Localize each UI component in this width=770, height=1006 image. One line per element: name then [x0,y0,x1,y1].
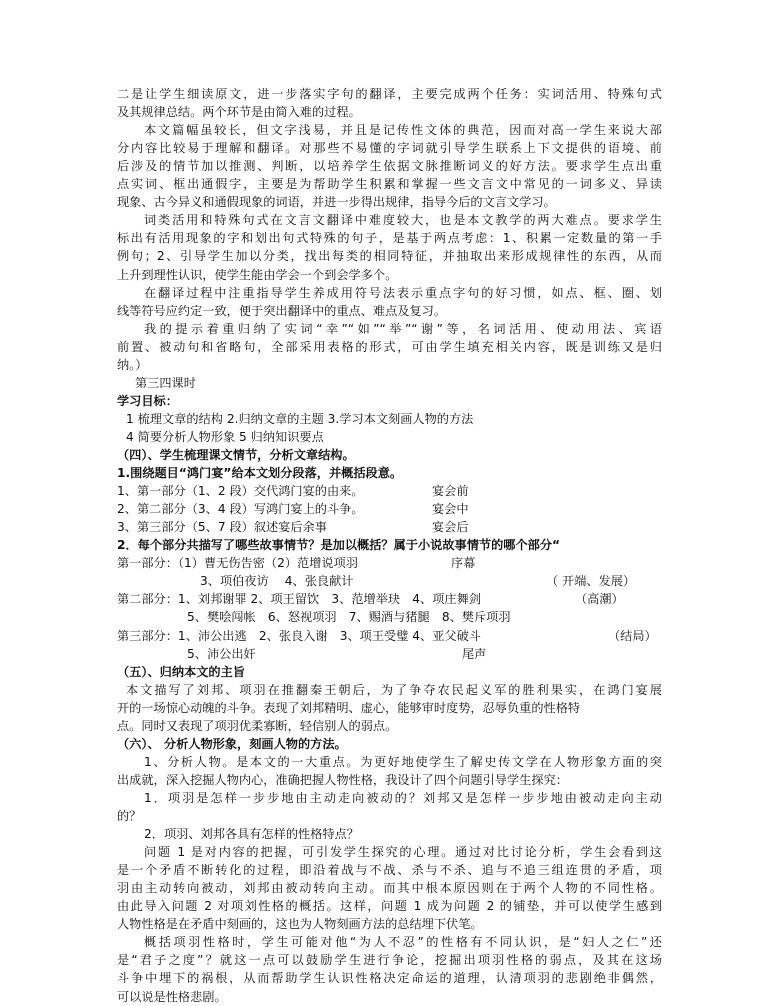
text-line: 斗争中埋下的祸根，从而帮助学生认识性格决定命运的道理，认清项羽的悲剧绝非偶然， [117,971,662,986]
text-line: 后涉及的情节加以推测、判断，以培养学生依据文脉推断词义的好方法。要求学生点出重 [117,159,662,174]
text-line: （五）、归纳本文的主旨 [117,664,245,679]
text-line: 例句；2、引导学生加以分类，找出每类的相同特征，并抽取出来形成规律性的东西，从而 [117,249,662,264]
text-line: 及其规律总结。两个环节是由简入难的过程。 [117,105,361,120]
text-line: 2、第二部分（3、4 段）写鸿门宴上的斗争。 [117,502,364,517]
text-line: 3、项伯夜访 4、张良献计 [200,574,354,589]
text-line: 1、分析人物。是本文的一大重点。为更好地使学生了解史传文学在人物形象方面的突 [144,754,662,769]
side-note: （结局） [608,628,657,643]
side-note: 宴会后 [432,520,469,535]
text-line: 概括项羽性格时，学生可能对他“为人不忍”的性格有不同认识，是“妇人之仁”还 [144,935,662,950]
text-line: 点实词、框出通假字，主要是为帮助学生积累和掌握一些文言文中常见的一词多义、异读 [117,177,662,192]
text-line: 是“君子之度”？就这一点可以鼓励学生进行争论，挖掘出项羽性格的弱点，及其在这场 [117,953,662,968]
text-line: 羽由主动转向被动，刘邦由被动转向主动。而其中根本原因则在于两个人物的不同性格。 [117,881,662,896]
text-line: 问题 1 是对内容的把握，可引发学生探究的心理。通过对比讨论分析，学生会看到这 [144,845,662,860]
text-line: 我的提示着重归纳了实词“幸”“如”“举”“谢”等，名词活用、使动用法、宾语 [144,321,662,336]
text-line: 1．项羽是怎样一步步地由主动走向被动的？刘邦又是怎样一步步地由被动走向主动 [144,790,662,805]
side-note: （ 开端、发展） [546,574,636,589]
text-line: 分内容比较易于理解和翻译。对那些不易懂的字词就引导学生联系上下文提供的语境、前 [117,141,662,156]
text-line: （四）、学生梳理课文情节，分析文章结构。 [117,448,355,462]
text-line: 5、沛公出奸 [187,646,256,661]
side-note: 尾声 [462,646,487,661]
text-line: 2．项羽、刘邦各具有怎样的性格特点？ [144,827,359,842]
text-line: 纳。） [117,357,148,372]
text-line: 现象、古今异义和通假现象的词语，并进一步得出规律，指导今后的文言文学习。 [117,195,556,210]
text-line: 第三部分：1、沛公出逃 2、张良入谢 3、项王受璧 4、亚父破斗 [117,628,481,643]
text-line: 3、第三部分（5、7 段）叙述宴后余事 [117,520,327,535]
text-line: 可以说是性格悲剧。 [117,989,227,1004]
text-line: 标出有活用现象的字和划出句式特殊的句子，是基于两点考虑：1、积累一定数量的第一手 [117,231,662,246]
text-line: 本文篇幅虽较长，但文字浅易，并且是记传性文体的典范，因而对高一学生来说大部 [144,123,662,138]
text-line: 4 简要分析人物形象 5 归纳知识要点 [126,429,324,444]
side-note: 宴会中 [432,502,469,517]
text-line: 1.围绕题目“鸿门宴”给本文划分段落，并概括段意。 [117,466,403,481]
side-note: （高潮） [575,592,624,607]
text-line: 1 梳理文章的结构 2.归纳文章的主题 3.学习本文刻画人物的方法 [126,411,474,426]
text-line: 是一个矛盾不断转化的过程，即沿着战与不战、杀与不杀、追与不追三组连贯的矛盾，项 [117,863,662,878]
text-line: 二是让学生细读原文，进一步落实字句的翻译，主要完成两个任务：实词活用、特殊句式 [117,87,662,101]
text-line: 本文描写了刘邦、项羽在推翻秦王朝后，为了争夺农民起义军的胜利果实，在鸿门宴展 [126,682,662,697]
text-line: 人物性格是在矛盾中刻画的，这也为人物刻画方法的总结埋下伏笔。 [117,917,483,932]
text-line: 在翻译过程中注重指导学生养成用符号法表示重点字句的好习惯，如点、框、圈、划 [144,285,662,300]
text-line: 前置、被动句和省略句，全部采用表格的形式，可由学生填充相关内容，既是训练又是归 [117,339,662,354]
text-line: 学习目标： [117,393,178,408]
text-line: 第三四课时 [135,375,196,390]
text-line: 开的一场惊心动魄的斗争。表现了刘邦精明、虚心，能够审时度势，忍辱负重的性格特 [117,700,581,715]
text-line: 的？ [117,809,142,823]
text-line: 5、樊哙闯帐 6、怒视项羽 7、赐酒与猪腿 8、樊斥项羽 [187,610,511,625]
text-line: 词类活用和特殊句式在文言文翻译中难度较大，也是本文教学的两大难点。要求学生 [144,213,662,228]
text-line: 第一部分：（1）曹无伤告密（2）范增说项羽 [117,556,358,571]
text-line: 出成就，深入挖掘人物内心，准确把握人物性格，我设计了四个问题引导学生探究： [117,772,568,787]
text-line: 点。同时又表现了项羽优柔寡断，轻信别人的弱点。 [117,718,398,733]
text-line: 由此导入问题 2 对项刘性格的概括。这样，问题 1 成为问题 2 的铺垫，并可以使学生感到 [117,899,662,914]
text-line: 第二部分：1、刘邦谢罪 2、项王留饮 3、范增举玦 4、项庄舞剑 [117,592,481,607]
text-line: 线等符号应约定一致，便于突出翻译中的重点、难点及复习。 [117,303,447,318]
text-line: 上升到理性认识，使学生能由学会一个到会学多个。 [117,267,398,282]
text-line: （六）、 分析人物形象，刻画人物的方法。 [117,736,347,751]
text-line: 2．每个部分共描写了哪些故事情节？是加以概括？属于小说故事情节的哪个部分“ [117,538,561,553]
text-line: 1、第一部分（1、2 段）交代鸿门宴的由来。 [117,484,364,499]
side-note: 序幕 [451,556,476,571]
side-note: 宴会前 [432,484,469,499]
